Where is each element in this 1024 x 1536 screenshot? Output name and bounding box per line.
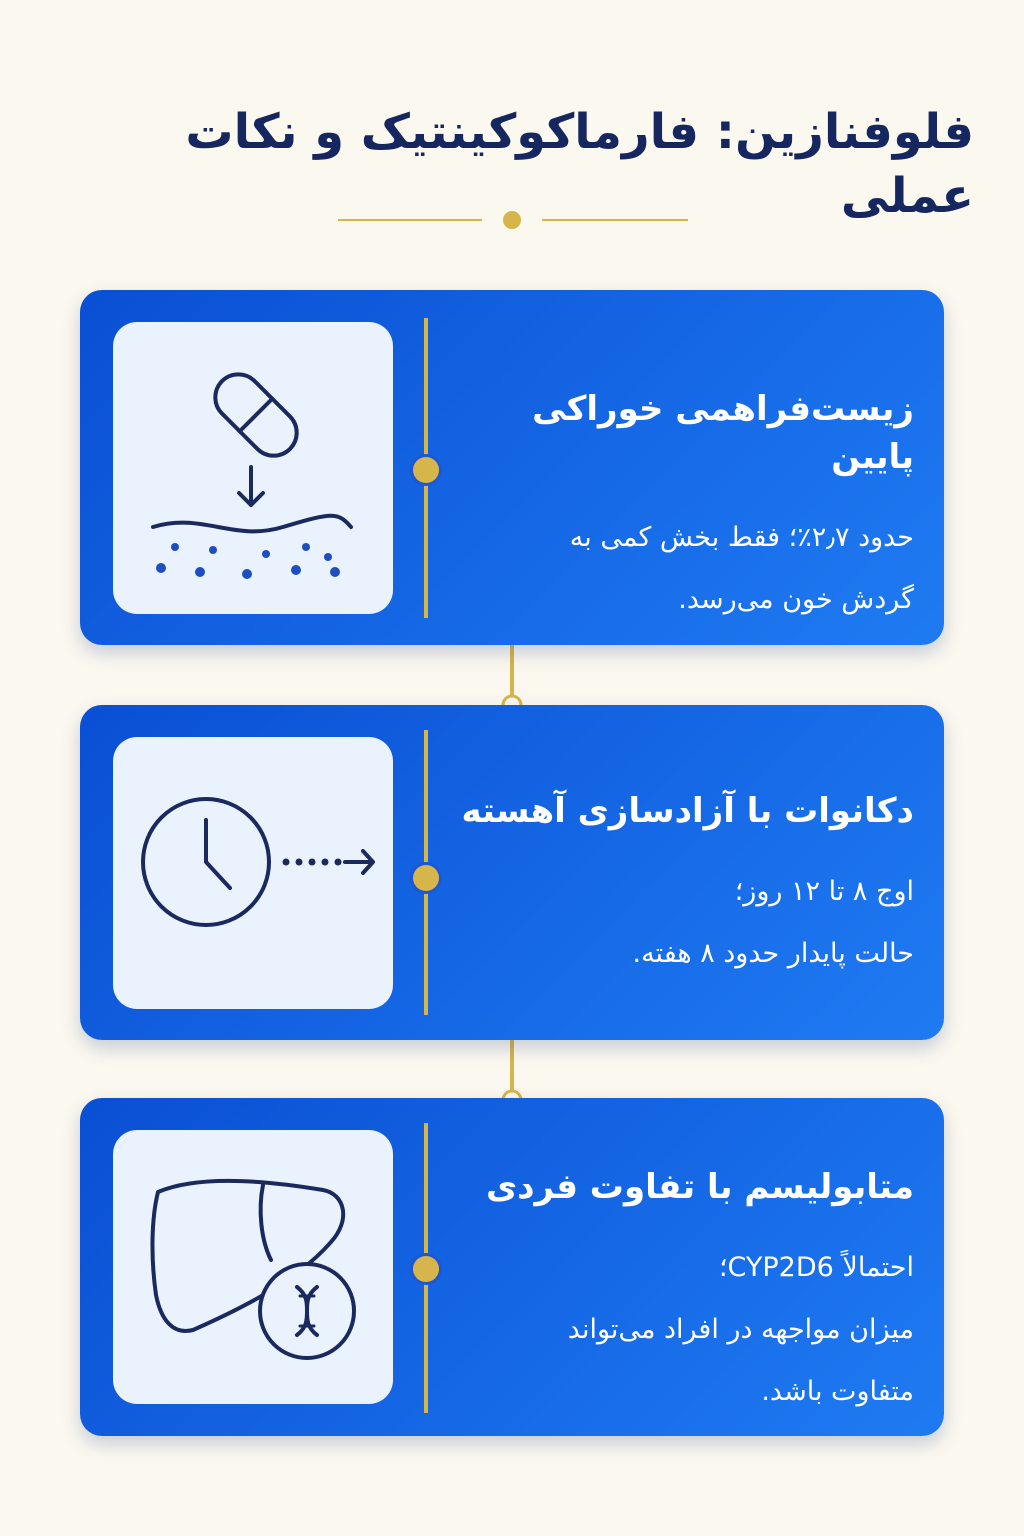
card-connector (495, 1040, 529, 1100)
description-line: حالت پایدار حدود ۸ هفته. (632, 938, 914, 969)
timeline-dot (413, 457, 439, 483)
card-connector (495, 645, 529, 705)
card-title: زیست‌فراهمی خوراکی پایین (532, 389, 914, 477)
card-description (460, 861, 914, 985)
card-metabolism (80, 1098, 944, 1436)
description-line: میزان مواجهه در افراد می‌تواند (567, 1314, 914, 1345)
page-title: فلوفنازین: فارماکوکینتیک و نکات عملی (185, 104, 974, 224)
clock-slow-release-icon (113, 737, 393, 1009)
card-bioavailability (80, 290, 944, 645)
title-ornament (330, 200, 700, 240)
timeline-dot (413, 1256, 439, 1282)
card-decanoate (80, 705, 944, 1040)
pill-absorption-icon (113, 322, 393, 614)
card-text (460, 787, 914, 985)
icon-panel (113, 737, 393, 1009)
description-line: متفاوت باشد. (761, 1376, 914, 1407)
icon-panel (113, 1130, 393, 1404)
icon-panel (113, 322, 393, 614)
timeline-dot (413, 865, 439, 891)
liver-dna-icon (113, 1130, 393, 1404)
description-line: گردش خون می‌رسد. (678, 584, 914, 615)
description-line: احتمالاً CYP2D6؛ (718, 1252, 914, 1283)
card-description (460, 1237, 914, 1423)
card-text (460, 1163, 914, 1423)
card-title: متابولیسم با تفاوت فردی (485, 1167, 914, 1207)
card-text (460, 385, 914, 631)
description-line: اوج ۸ تا ۱۲ روز؛ (734, 876, 914, 907)
card-description (460, 507, 914, 631)
description-line: حدود ۲٫۷٪؛ فقط بخش کمی به (569, 522, 914, 553)
card-title: دکانوات با آزادسازی آهسته (461, 791, 914, 831)
